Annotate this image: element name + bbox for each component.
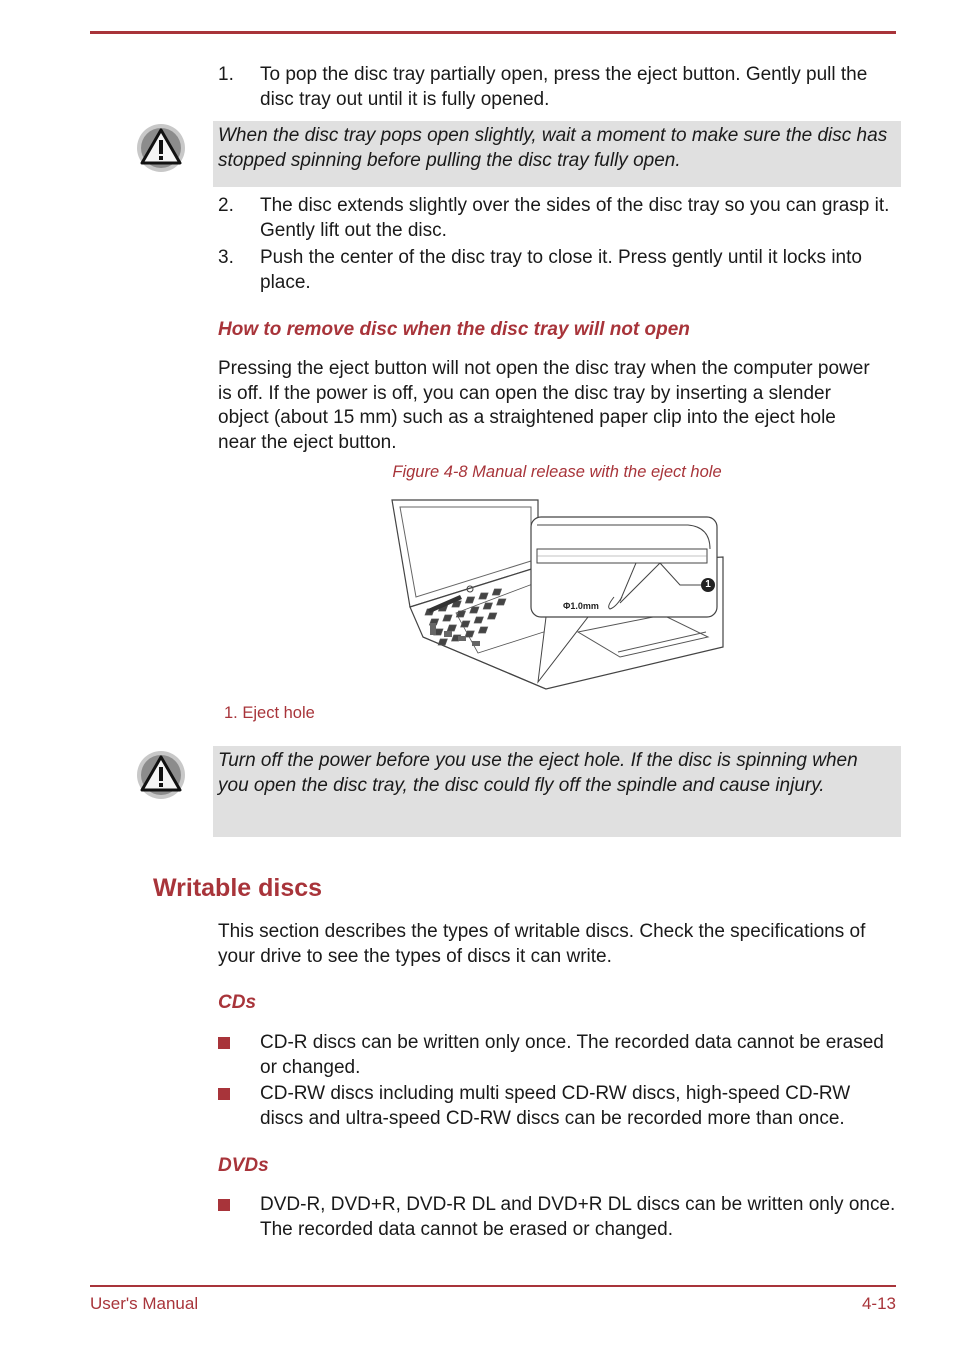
laptop-eject-figure: [388, 497, 728, 692]
top-rule: [90, 31, 896, 34]
bullet-marker: [218, 1088, 230, 1100]
callout-number: 1: [705, 579, 711, 590]
caution-note-text: Turn off the power before you use the eject hole. If the disc is spinning when you open the disc tray, the disc could fly off the spindle and cause injury.: [218, 750, 858, 796]
step-number: 1.: [218, 64, 234, 85]
step-item: [218, 246, 898, 295]
list-item-text: CD-R discs can be written only once. The recorded data cannot be erased or changed.: [260, 1032, 884, 1078]
step-item: [218, 63, 898, 112]
step-number: 3.: [218, 247, 234, 268]
paragraph: Pressing the eject button will not open the disc tray when the computer power is off. If the power is off, you can open the disc tray by inserting a slender object (about 15 mm) such as a straightened paper clip into the eject hole near the eject button.: [218, 358, 870, 453]
subsection-heading: DVDs: [218, 1155, 269, 1176]
warning-icon: [136, 123, 186, 173]
subsection-heading: How to remove disc when the disc tray will not open: [218, 319, 690, 340]
footer-page-number: 4-13: [861, 1294, 896, 1313]
caution-note-text: When the disc tray pops open slightly, wait a moment to make sure the disc has stopped spinning before pulling the disc tray fully open.: [218, 125, 888, 171]
list-item-text: DVD-R, DVD+R, DVD-R DL and DVD+R DL discs can be written only once. The recorded data cannot be erased or changed.: [260, 1194, 896, 1240]
step-text: The disc extends slightly over the sides of the disc tray so you can grasp it. Gently lift out the disc.: [260, 195, 890, 241]
subsection-heading: CDs: [218, 992, 257, 1013]
figure-caption: Figure 4-8 Manual release with the eject hole: [392, 463, 722, 481]
caution-note: [213, 121, 901, 187]
footer-manual-title: User's Manual: [90, 1294, 199, 1313]
step-number: 2.: [218, 195, 234, 216]
step-text: Push the center of the disc tray to close it. Press gently until it locks into place.: [260, 247, 862, 293]
paragraph: This section describes the types of writable discs. Check the specifications of your drive to see the types of discs it can write.: [218, 921, 866, 967]
bullet-marker: [218, 1037, 230, 1049]
list-item-text: CD-RW discs including multi speed CD-RW discs, high-speed CD-RW discs and ultra-speed CD-RW discs can be recorded more than once.: [260, 1083, 851, 1129]
step-text: To pop the disc tray partially open, press the eject button. Gently pull the disc tray out until it is fully opened.: [260, 64, 868, 110]
section-title: Writable discs: [153, 874, 323, 902]
step-item: [218, 194, 898, 243]
list-item: [218, 1031, 898, 1080]
dimension-label: Φ1.0mm: [563, 601, 599, 611]
list-item: [218, 1082, 898, 1131]
warning-icon: [136, 750, 186, 800]
list-item: [218, 1193, 898, 1242]
figure-legend: 1. Eject hole: [224, 704, 315, 722]
bottom-rule: [90, 1285, 896, 1287]
bullet-marker: [218, 1199, 230, 1211]
callout-number-badge: [701, 578, 715, 592]
caution-note: [213, 746, 901, 837]
